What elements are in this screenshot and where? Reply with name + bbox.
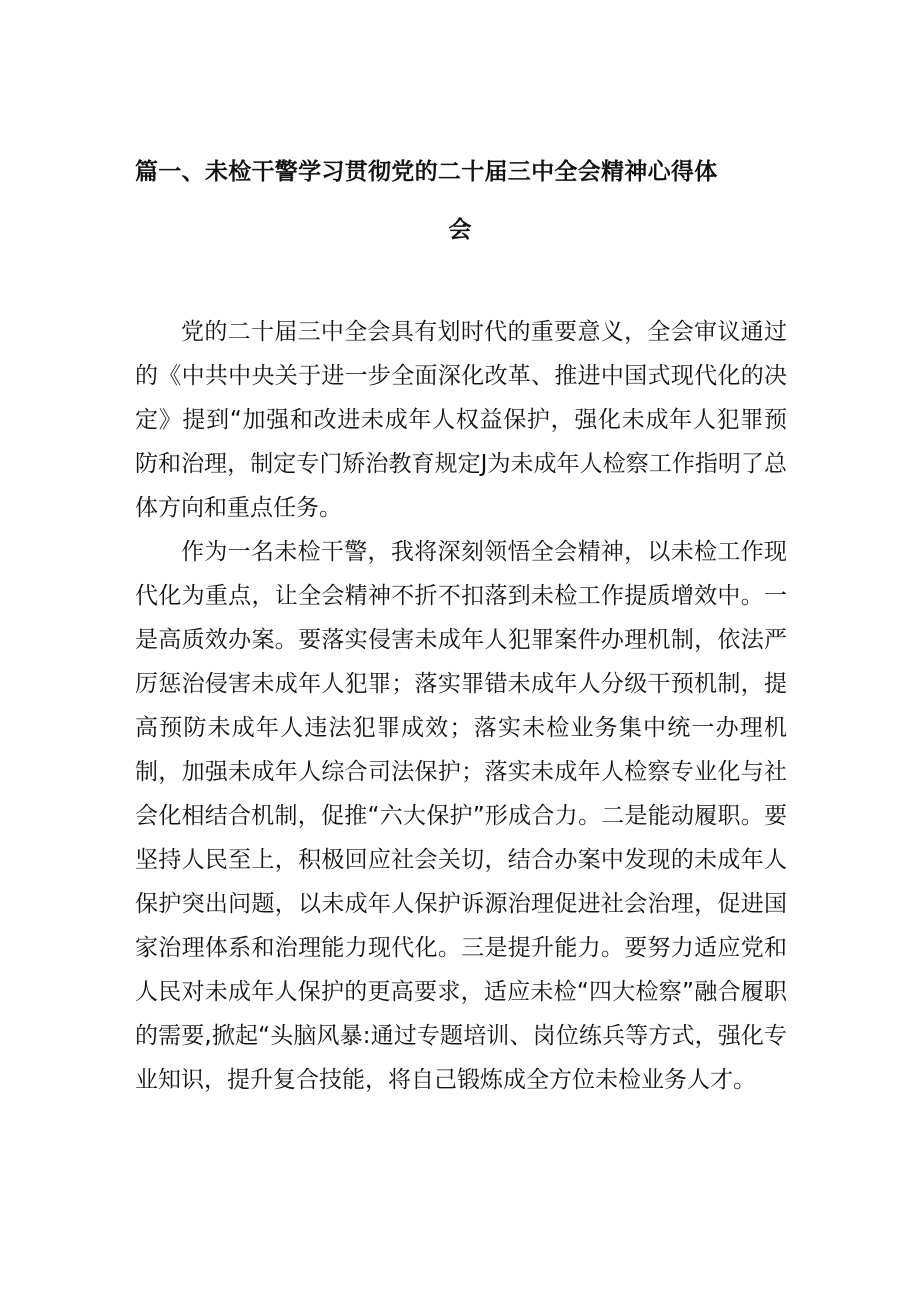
paragraph-2: 作为一名未检干警，我将深刻领悟全会精神，以未检工作现代化为重点，让全会精神不折不扣落到未检工作提质增效中。一是高质效办案。要落实侵害未成年人犯罪案件办理机制，依法严厉惩治侵害未成年人犯罪；落实罪错未成年人分级干预机制，提高预防未成年人违法犯罪成效；落实未检业务集中统一办理机制，加强未成年人综合司法保护；落实未成年人检察专业化与社会化相结合机制，促推“六大保护”形成合力。二是能动履职。要坚持人民至上，积极回应社会关切，结合办案中发现的未成年人保护突出问题，以未成年人保护诉源治理促进社会治理，促进国家治理体系和治理能力现代化。三是提升能力。要努力适应党和人民对未成年人保护的更高要求，适应未检“四大检察”融合履职的需要,掀起“头脑风暴:通过专题培训、岗位练兵等方式，强化专业知识，提升复合技能，将自己锻炼成全方位未检业务人才。 xyxy=(135,539,787,1093)
paragraph-1: 党的二十届三中全会具有划时代的重要意义，全会审议通过的《中共中央关于进一步全面深化改革、推进中国式现代化的决定》提到“加强和改进未成年人权益保护，强化未成年人犯罪预防和治理，制定专门矫治教育规定J为未成年人检察工作指明了总体方向和重点任务。 xyxy=(135,319,787,521)
document-body xyxy=(135,310,787,1102)
document-title-line-1: 篇一、未检干警学习贯彻党的二十届三中全会精神心得体 xyxy=(135,159,718,185)
document-title-line-2: 会 xyxy=(448,217,472,243)
